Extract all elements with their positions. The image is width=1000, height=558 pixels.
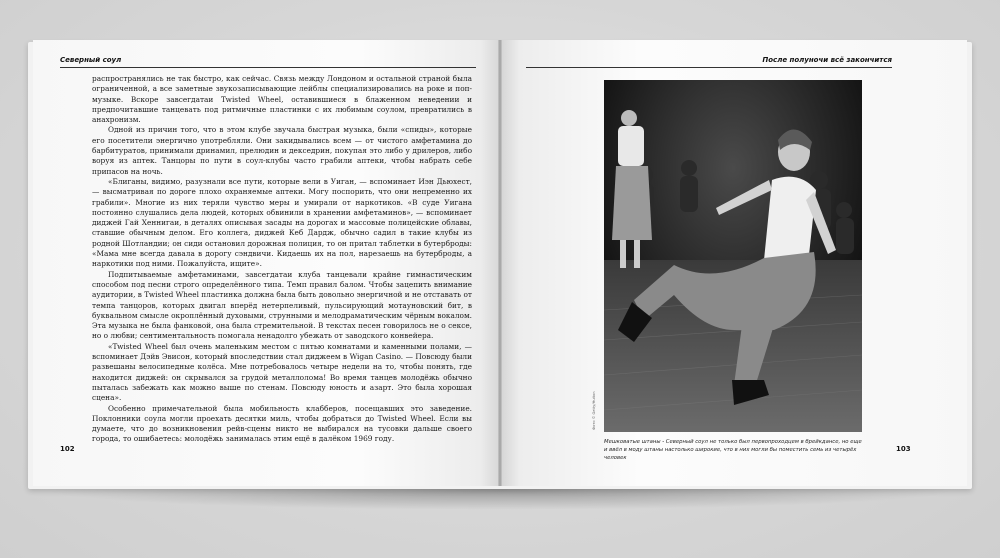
left-header-rule	[60, 67, 476, 68]
paragraph: Особенно примечательной была мобильность клабберов, посещавших это заведение. Поклонники соула могли проехать десятки миль, чтобы добраться до Twisted Wheel. Если вы думаете, что до возникновения рейв-сцены никто не выбирался на тусовки дальше своего города, то ошибаетесь: молодёжь занималась этим ещё в далёком 1969 году.	[92, 403, 472, 444]
dance-photo	[604, 80, 862, 432]
photo-credit: Фото © Getty/Hulton	[592, 391, 596, 430]
paragraph: «Блиганы, видимо, разузнали все пути, которые вели в Уиган, — вспоминает Иэн Дьюхест, — высматривая по дороге плохо охраняемые аптеки. Могу поспорить, что они непременно их грабили». Многие из них теряли чувство меры и умирали от наркотиков. «В суде Уигана постоянно слушались дела людей, которых обвинили в хранении амфетаминов», — вспоминает диджей Гай Хеннигаи, в деталях описывая засады на дорогах и массовые полицейские облавы, ставшие обычным делом. Его коллега, диджей Кеб Дардж, обычно садил в такие клубы из родной Шотландии; он сиди остановил дорожная полиция, то он притал таблетки в бутерброды: «Мама мне всегда давала в дорогу сэндвичи. Кидаешь их на пол, нарезаешь на бутерброды, а наркотики под ними. Пожалуйста, ищите».	[92, 176, 472, 269]
paragraph: Одной из причин того, что в этом клубе звучала быстрая музыка, были «спиды», которые его посетители энергично употребляли. Они закидывались всем — от чистого амфетамина до барбитуратов, принимали дринамил, прелюдин и декседрин, покупая это либо у дрилеров, либо воруя из аптек. Танцоры по пути в соул-клубы часто грабили аптеки, чтобы набрать себе припасов на ночь.	[92, 125, 472, 176]
paragraph: «Twisted Wheel был очень маленьким местом с пятью комнатами и каменными полами, — вспоминает Дэйв Эвисон, который впоследствии стал диджеем в Wigan Casino. — Повсюду были развешаны велосипедные колёса. Мне потребовалось четыре недели на то, чтобы понять, где находится диджей: он скрывался за грудой металлолома! Во время танцев молодёжь обычно пыталась забежать как можно выше по стенам. Повсюду юность и азарт. Это была хорошая сцена».	[92, 341, 472, 403]
book-gutter	[498, 40, 502, 486]
paragraph: Подпитываемые амфетаминами, завсегдатаи клуба танцевали крайне гимнастическим способом под песни строго определённого типа. Темп правил балом. Чтобы зацепить внимание аудитории, в Twisted Wheel пластинка должна была быть довольно энергичной и не отставать от темпа танцоров, которых двигал вперёд нетерпеливый, пульсирующий мотауновский бит, в буквальном смысле окроплённый духовыми, струнными и мелодраматическим чёрным вокалом. Эта музыка не была фанковой, она была стремительной. В текстах песен говорилось не о сексе, но о любви; сентиментальность помогала ненадолго убежать от заводского конвейера.	[92, 269, 472, 341]
right-header-rule	[526, 67, 892, 68]
left-body-text	[92, 74, 472, 445]
left-page-number: 102	[60, 445, 75, 453]
right-running-head: После полуночи всё закончится	[762, 56, 892, 64]
photo-caption: Мешковатые штаны - Северный соул не только был первопроходцем в брейкдансе, но еще и ввёл в моду штаны настолько широкие, что в них могли бы поместить семь из четырёх человек	[604, 439, 862, 461]
left-running-head: Северный соул	[60, 56, 122, 64]
right-page-number: 103	[896, 445, 911, 453]
paragraph: распространялись не так быстро, как сейчас. Связь между Лондоном и остальной страной была ограниченной, а все заметные звукозаписывающие лейблы специализировались на роке и поп-музыке. Вскоре завсегдатаи Twisted Wheel, оставившиеся в блаженном неведении и предпочитавшие танцевать под ритмичные пластинки с их любимым соулом, превратились в анахронизм.	[92, 74, 472, 125]
